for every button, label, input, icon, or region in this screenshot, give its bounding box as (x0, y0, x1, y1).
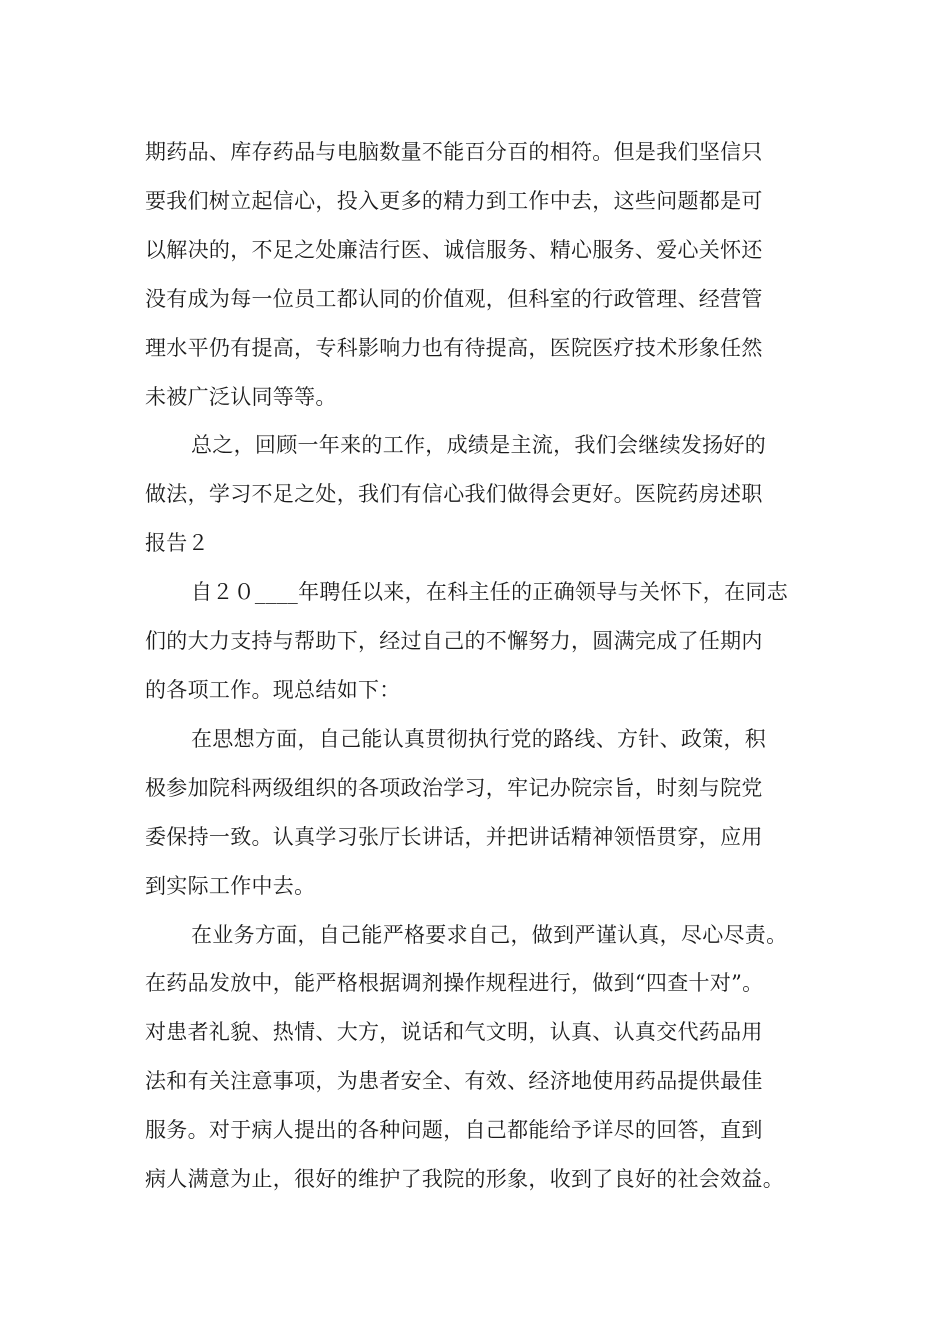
text-line: 理水平仍有提高，专科影响力也有待提高，医院医疗技术形象任然 (145, 335, 763, 360)
text-line: 病人满意为止，很好的维护了我院的形象，收到了良好的社会效益。 (145, 1167, 784, 1192)
text-line: 做法，学习不足之处，我们有信心我们做得会更好。医院药房述职 (145, 482, 763, 507)
text-line: 到实际工作中去。 (145, 873, 316, 898)
text-line: 法和有关注意事项，为患者安全、有效、经济地使用药品提供最佳 (145, 1069, 763, 1094)
text-line: 没有成为每一位员工都认同的价值观，但科室的行政管理、经营管 (145, 286, 763, 311)
text-line: 服务。对于病人提出的各种问题，自己都能给予详尽的回答，直到 (145, 1118, 763, 1143)
text-line: 们的大力支持与帮助下，经过自己的不懈努力，圆满完成了任期内 (145, 629, 763, 654)
text-line: 未被广泛认同等等。 (145, 384, 337, 409)
text-line: 以解决的，不足之处廉洁行医、诚信服务、精心服务、爱心关怀还 (145, 237, 763, 262)
text-line: 极参加院科两级组织的各项政治学习，牢记办院宗旨，时刻与院党 (145, 775, 763, 800)
paragraph-start-line: 在业务方面，自己能严格要求自己，做到严谨认真，尽心尽责。 (191, 922, 788, 947)
text-line: 在药品发放中，能严格根据调剂操作规程进行，做到“四查十对”。 (145, 971, 764, 996)
text-line: 对患者礼貌、热情、大方，说话和气文明，认真、认真交代药品用 (145, 1020, 763, 1045)
paragraph-start-line: 自２０____年聘任以来，在科主任的正确领导与关怀下，在同志 (191, 580, 788, 605)
text-line: 期药品、库存药品与电脑数量不能百分百的相符。但是我们坚信只 (145, 140, 763, 164)
text-line: 的各项工作。现总结如下： (145, 677, 401, 702)
document-body (145, 128, 815, 1204)
paragraph-start-line: 总之，回顾一年来的工作，成绩是主流，我们会继续发扬好的 (191, 433, 767, 458)
paragraph-start-line: 在思想方面，自己能认真贯彻执行党的路线、方针、政策，积 (191, 726, 767, 751)
text-line: 委保持一致。认真学习张厅长讲话，并把讲话精神领悟贯穿，应用 (145, 824, 763, 849)
text-line: 要我们树立起信心，投入更多的精力到工作中去，这些问题都是可 (145, 188, 763, 213)
text-line: 报告２ (145, 531, 209, 556)
